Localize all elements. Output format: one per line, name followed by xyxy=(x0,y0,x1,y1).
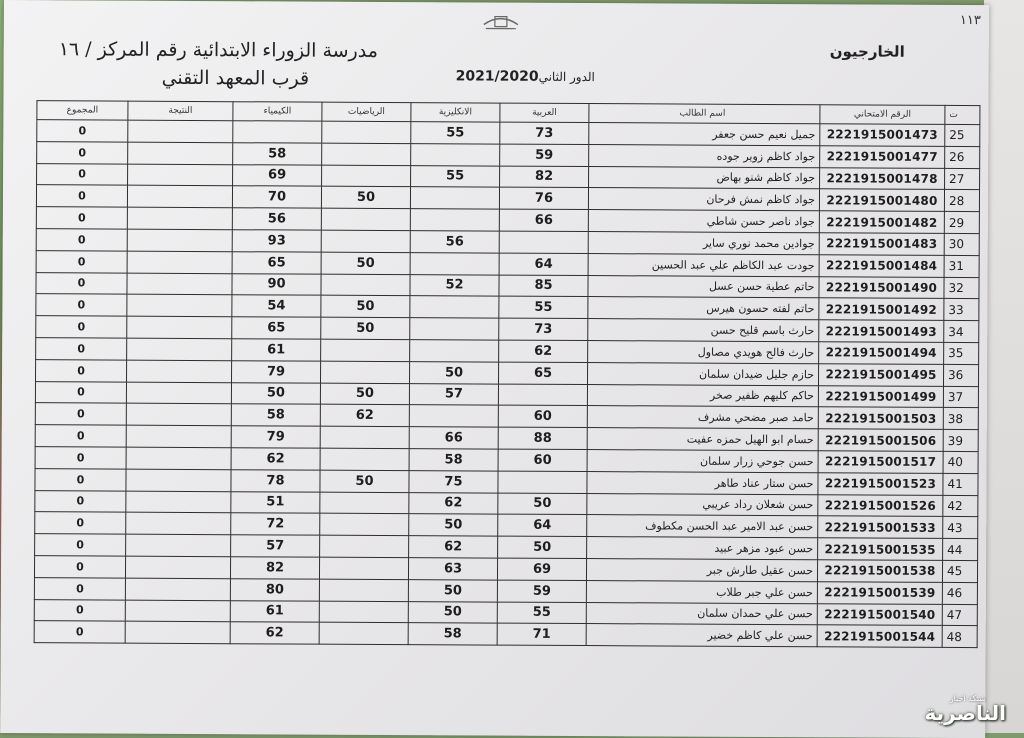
cell-english: 58 xyxy=(409,449,498,471)
cell-chemistry: 80 xyxy=(230,578,319,600)
cell-index: 25 xyxy=(945,124,980,146)
cell-index: 43 xyxy=(943,517,978,539)
cell-exam-number: 2221915001526 xyxy=(818,494,943,516)
cell-math: 50 xyxy=(320,383,409,405)
cell-total: 0 xyxy=(35,403,126,425)
cell-chemistry: 65 xyxy=(232,251,321,273)
col-header-student-name: اسم الطالب xyxy=(589,104,820,124)
cell-math xyxy=(321,230,410,252)
cell-english xyxy=(410,340,499,362)
cell-chemistry: 58 xyxy=(233,142,322,164)
cell-math xyxy=(321,339,410,361)
cell-arabic: 76 xyxy=(499,187,588,209)
cell-arabic xyxy=(498,471,587,493)
cell-english: 52 xyxy=(410,274,499,296)
cell-chemistry xyxy=(233,121,322,143)
cell-arabic: 59 xyxy=(500,144,589,166)
cell-chemistry: 62 xyxy=(231,448,320,470)
cell-result xyxy=(127,338,232,360)
cell-index: 46 xyxy=(942,582,977,604)
cell-chemistry: 57 xyxy=(231,535,320,557)
cell-english: 50 xyxy=(408,579,497,601)
cell-index: 36 xyxy=(943,364,978,386)
cell-exam-number: 2221915001478 xyxy=(820,167,945,189)
cell-total: 0 xyxy=(35,490,126,512)
cell-student-name: حسن عبد الامير عبد الحسن مكطوف xyxy=(587,515,818,538)
cell-math xyxy=(321,361,410,383)
cell-math xyxy=(320,535,409,557)
cell-chemistry: 58 xyxy=(231,404,320,426)
cell-math xyxy=(319,622,408,644)
cell-arabic: 62 xyxy=(499,340,588,362)
cell-exam-number: 2221915001539 xyxy=(817,582,942,604)
cell-exam-number: 2221915001517 xyxy=(818,451,943,473)
cell-index: 48 xyxy=(942,626,977,648)
cell-result xyxy=(126,534,231,556)
cell-index: 37 xyxy=(943,386,978,408)
cell-index: 42 xyxy=(943,495,978,517)
cell-math: 50 xyxy=(321,296,410,318)
cell-result xyxy=(127,229,232,251)
cell-arabic: 50 xyxy=(498,536,587,558)
cell-chemistry: 90 xyxy=(232,273,321,295)
cell-arabic: 59 xyxy=(497,580,586,602)
cell-total: 0 xyxy=(36,316,127,338)
cell-index: 41 xyxy=(943,473,978,495)
cell-chemistry: 65 xyxy=(232,317,321,339)
cell-total: 0 xyxy=(35,381,126,403)
cell-arabic xyxy=(499,231,588,253)
cell-math xyxy=(320,492,409,514)
cell-total: 0 xyxy=(37,141,128,163)
cell-chemistry: 78 xyxy=(231,469,320,491)
cell-exam-number: 2221915001506 xyxy=(818,429,943,451)
page-number: ١١٣ xyxy=(960,13,981,28)
cell-index: 47 xyxy=(942,604,977,626)
cell-english: 50 xyxy=(409,514,498,536)
cell-arabic xyxy=(498,384,587,406)
student-category: الخارجيون xyxy=(830,42,905,60)
cell-total: 0 xyxy=(35,512,126,534)
cell-index: 40 xyxy=(943,451,978,473)
cell-arabic: 55 xyxy=(499,296,588,318)
cell-student-name: حسن عقيل طارش جبر xyxy=(586,558,817,581)
cell-student-name: حاتم لفته حسون هيرس xyxy=(588,297,819,320)
cell-total: 0 xyxy=(34,577,125,599)
cell-result xyxy=(127,186,232,208)
cell-chemistry: 51 xyxy=(231,491,320,513)
cell-result xyxy=(128,164,233,186)
cell-student-name: حسن عبود مزهر عبيد xyxy=(587,537,818,560)
cell-english: 75 xyxy=(409,470,498,492)
cell-index: 29 xyxy=(944,212,979,234)
cell-student-name: حسام ابو الهيل حمزه عفيت xyxy=(587,428,818,451)
cell-exam-number: 2221915001499 xyxy=(818,385,943,407)
cell-english xyxy=(410,318,499,340)
cell-english xyxy=(410,187,499,209)
cell-student-name: حسن علي كاظم خضير xyxy=(586,624,817,647)
cell-math xyxy=(322,165,411,187)
cell-math xyxy=(320,426,409,448)
cell-total: 0 xyxy=(34,556,125,578)
col-header-arabic: العربية xyxy=(500,103,589,122)
cell-index: 31 xyxy=(944,255,979,277)
cell-english: 50 xyxy=(409,361,498,383)
cell-math xyxy=(322,121,411,143)
cell-chemistry: 79 xyxy=(231,426,320,448)
cell-student-name: حسن جوحي زرار سلمان xyxy=(587,450,818,473)
cell-arabic: 60 xyxy=(498,405,587,427)
cell-math xyxy=(321,208,410,230)
cell-arabic: 73 xyxy=(500,122,589,144)
cell-chemistry: 61 xyxy=(230,600,319,622)
cell-exam-number: 2221915001484 xyxy=(819,255,944,277)
cell-total: 0 xyxy=(36,250,127,272)
background-right-edge xyxy=(984,0,1024,733)
col-header-total: المجموع xyxy=(37,101,128,120)
cell-arabic: 60 xyxy=(498,449,587,471)
cell-result xyxy=(127,316,232,338)
cell-student-name: حسن علي جبر طلاب xyxy=(586,580,817,603)
exam-round: الدور الثاني xyxy=(539,70,595,84)
cell-exam-number: 2221915001535 xyxy=(818,538,943,560)
cell-chemistry: 82 xyxy=(230,557,319,579)
cell-index: 33 xyxy=(944,299,979,321)
cell-index: 39 xyxy=(943,430,978,452)
cell-exam-number: 2221915001523 xyxy=(818,473,943,495)
cell-exam-number: 2221915001540 xyxy=(817,603,942,625)
cell-result xyxy=(125,578,230,600)
cell-index: 34 xyxy=(944,321,979,343)
cell-exam-number: 2221915001544 xyxy=(817,625,942,647)
col-header-exam-number: الرقم الامتحاني xyxy=(820,105,945,125)
cell-total: 0 xyxy=(36,359,127,381)
cell-exam-number: 2221915001480 xyxy=(819,189,944,211)
cell-student-name: حارث فالح هويدي مصاول xyxy=(588,341,819,364)
cell-math xyxy=(319,557,408,579)
watermark-subtitle: شبكة اخبار xyxy=(950,694,986,703)
cell-student-name: جوادين محمد نوري ساير xyxy=(588,232,819,255)
cell-result xyxy=(126,469,231,491)
cell-result xyxy=(127,207,232,229)
cell-english xyxy=(411,143,500,165)
school-location: قرب المعهد التقني xyxy=(162,67,310,90)
cell-chemistry: 56 xyxy=(232,208,321,230)
cell-total: 0 xyxy=(36,294,127,316)
cell-student-name: حسن علي حمدان سلمان xyxy=(586,602,817,625)
cell-arabic: 69 xyxy=(497,558,586,580)
cell-english: 50 xyxy=(408,601,497,623)
cell-chemistry: 93 xyxy=(232,230,321,252)
cell-result xyxy=(128,142,233,164)
cell-student-name: حسن شعلان رداد عريبي xyxy=(587,493,818,516)
cell-exam-number: 2221915001477 xyxy=(820,146,945,168)
cell-chemistry: 79 xyxy=(232,360,321,382)
school-name: مدرسة الزوراء الابتدائية رقم المركز / ١٦ xyxy=(59,38,378,62)
cell-student-name: حاكم كليهم ظفير صخر xyxy=(587,384,818,407)
cell-result xyxy=(128,120,233,142)
cell-english xyxy=(410,209,499,231)
cell-chemistry: 50 xyxy=(231,382,320,404)
cell-result xyxy=(126,425,231,447)
cell-total: 0 xyxy=(34,599,125,621)
table-row xyxy=(34,621,977,648)
cell-arabic: 85 xyxy=(499,275,588,297)
cell-math xyxy=(320,514,409,536)
cell-exam-number: 2221915001538 xyxy=(817,560,942,582)
cell-student-name: حامد صبر مضحي مشرف xyxy=(587,406,818,429)
cell-index: 28 xyxy=(944,190,979,212)
cell-student-name: جودت عبد الكاظم علي عبد الحسين xyxy=(588,253,819,276)
cell-chemistry: 69 xyxy=(233,164,322,186)
cell-math xyxy=(322,143,411,165)
cell-result xyxy=(127,360,232,382)
cell-english xyxy=(410,252,499,274)
iraq-emblem-icon xyxy=(480,10,522,32)
cell-student-name: جواد ناصر حسن شاطي xyxy=(588,210,819,233)
col-header-math: الرياضيات xyxy=(322,102,411,121)
cell-chemistry: 61 xyxy=(232,339,321,361)
table-body xyxy=(34,120,980,648)
cell-student-name: جواد كاظم نمش فرحان xyxy=(588,188,819,211)
cell-math: 50 xyxy=(321,317,410,339)
cell-math xyxy=(319,579,408,601)
cell-student-name: جميل نعيم حسن جعفر xyxy=(589,123,820,146)
cell-index: 44 xyxy=(943,539,978,561)
cell-result xyxy=(126,491,231,513)
cell-arabic: 71 xyxy=(497,623,586,645)
cell-exam-number: 2221915001533 xyxy=(818,516,943,538)
cell-arabic: 73 xyxy=(499,318,588,340)
cell-result xyxy=(126,512,231,534)
cell-total: 0 xyxy=(36,185,127,207)
cell-english: 55 xyxy=(411,165,500,187)
col-header-chemistry: الكيمياء xyxy=(233,102,322,121)
cell-exam-number: 2221915001492 xyxy=(819,298,944,320)
cell-index: 26 xyxy=(945,146,980,168)
cell-total: 0 xyxy=(36,272,127,294)
cell-math: 50 xyxy=(320,470,409,492)
cell-english: 66 xyxy=(409,427,498,449)
cell-index: 45 xyxy=(942,560,977,582)
cell-arabic: 88 xyxy=(498,427,587,449)
cell-total: 0 xyxy=(35,468,126,490)
cell-result xyxy=(125,621,230,643)
cell-student-name: جواد كاظم شنو بهاض xyxy=(589,166,820,189)
cell-student-name: حسن ستار عناد طاهر xyxy=(587,471,818,494)
cell-english xyxy=(410,296,499,318)
cell-total: 0 xyxy=(36,207,127,229)
cell-total: 0 xyxy=(35,447,126,469)
cell-arabic: 50 xyxy=(498,493,587,515)
cell-arabic: 65 xyxy=(498,362,587,384)
cell-result xyxy=(127,251,232,273)
cell-english: 62 xyxy=(409,536,498,558)
cell-total: 0 xyxy=(36,229,127,251)
cell-total: 0 xyxy=(37,120,128,142)
col-header-index: ت xyxy=(945,105,980,124)
cell-arabic: 55 xyxy=(497,602,586,624)
academic-year: 2021/2020 xyxy=(456,68,539,84)
col-header-english: الانكليزية xyxy=(411,103,500,122)
results-table xyxy=(34,100,981,648)
cell-chemistry: 54 xyxy=(232,295,321,317)
cell-math xyxy=(319,601,408,623)
cell-exam-number: 2221915001473 xyxy=(820,124,945,146)
cell-english xyxy=(409,405,498,427)
cell-arabic: 82 xyxy=(500,166,589,188)
cell-result xyxy=(126,382,231,404)
cell-arabic: 66 xyxy=(499,209,588,231)
cell-english: 56 xyxy=(410,231,499,253)
cell-arabic: 64 xyxy=(498,514,587,536)
cell-arabic: 64 xyxy=(499,253,588,275)
cell-result xyxy=(125,556,230,578)
cell-english: 62 xyxy=(409,492,498,514)
cell-result xyxy=(127,295,232,317)
cell-index: 27 xyxy=(945,168,980,190)
cell-total: 0 xyxy=(35,534,126,556)
cell-math: 50 xyxy=(321,187,410,209)
cell-english: 55 xyxy=(411,122,500,144)
cell-student-name: حازم جليل ضيدان سلمان xyxy=(587,362,818,385)
cell-exam-number: 2221915001503 xyxy=(818,407,943,429)
cell-math xyxy=(320,448,409,470)
cell-math: 50 xyxy=(321,252,410,274)
cell-exam-number: 2221915001482 xyxy=(819,211,944,233)
cell-math xyxy=(321,274,410,296)
cell-exam-number: 2221915001493 xyxy=(819,320,944,342)
cell-index: 32 xyxy=(944,277,979,299)
cell-index: 35 xyxy=(944,342,979,364)
watermark-logo: الناصرية xyxy=(925,701,1006,725)
cell-exam-number: 2221915001495 xyxy=(818,364,943,386)
col-header-result: النتيجة xyxy=(128,101,233,121)
cell-exam-number: 2221915001494 xyxy=(819,342,944,364)
cell-chemistry: 72 xyxy=(231,513,320,535)
cell-student-name: جواد كاظم زوير جوده xyxy=(589,144,820,167)
cell-index: 30 xyxy=(944,233,979,255)
cell-result xyxy=(127,273,232,295)
cell-english: 58 xyxy=(408,623,497,645)
cell-total: 0 xyxy=(35,425,126,447)
cell-exam-number: 2221915001490 xyxy=(819,276,944,298)
cell-index: 38 xyxy=(943,408,978,430)
cell-math: 62 xyxy=(320,405,409,427)
cell-total: 0 xyxy=(37,163,128,185)
cell-total: 0 xyxy=(34,621,125,643)
cell-student-name: حارث باسم قليح حسن xyxy=(588,319,819,342)
cell-exam-number: 2221915001483 xyxy=(819,233,944,255)
cell-chemistry: 62 xyxy=(230,622,319,644)
cell-chemistry: 70 xyxy=(232,186,321,208)
cell-result xyxy=(126,404,231,426)
cell-result xyxy=(126,447,231,469)
cell-student-name: حاتم عطية حسن عسل xyxy=(588,275,819,298)
cell-english: 57 xyxy=(409,383,498,405)
cell-english: 63 xyxy=(408,558,497,580)
cell-result xyxy=(125,600,230,622)
cell-total: 0 xyxy=(36,338,127,360)
